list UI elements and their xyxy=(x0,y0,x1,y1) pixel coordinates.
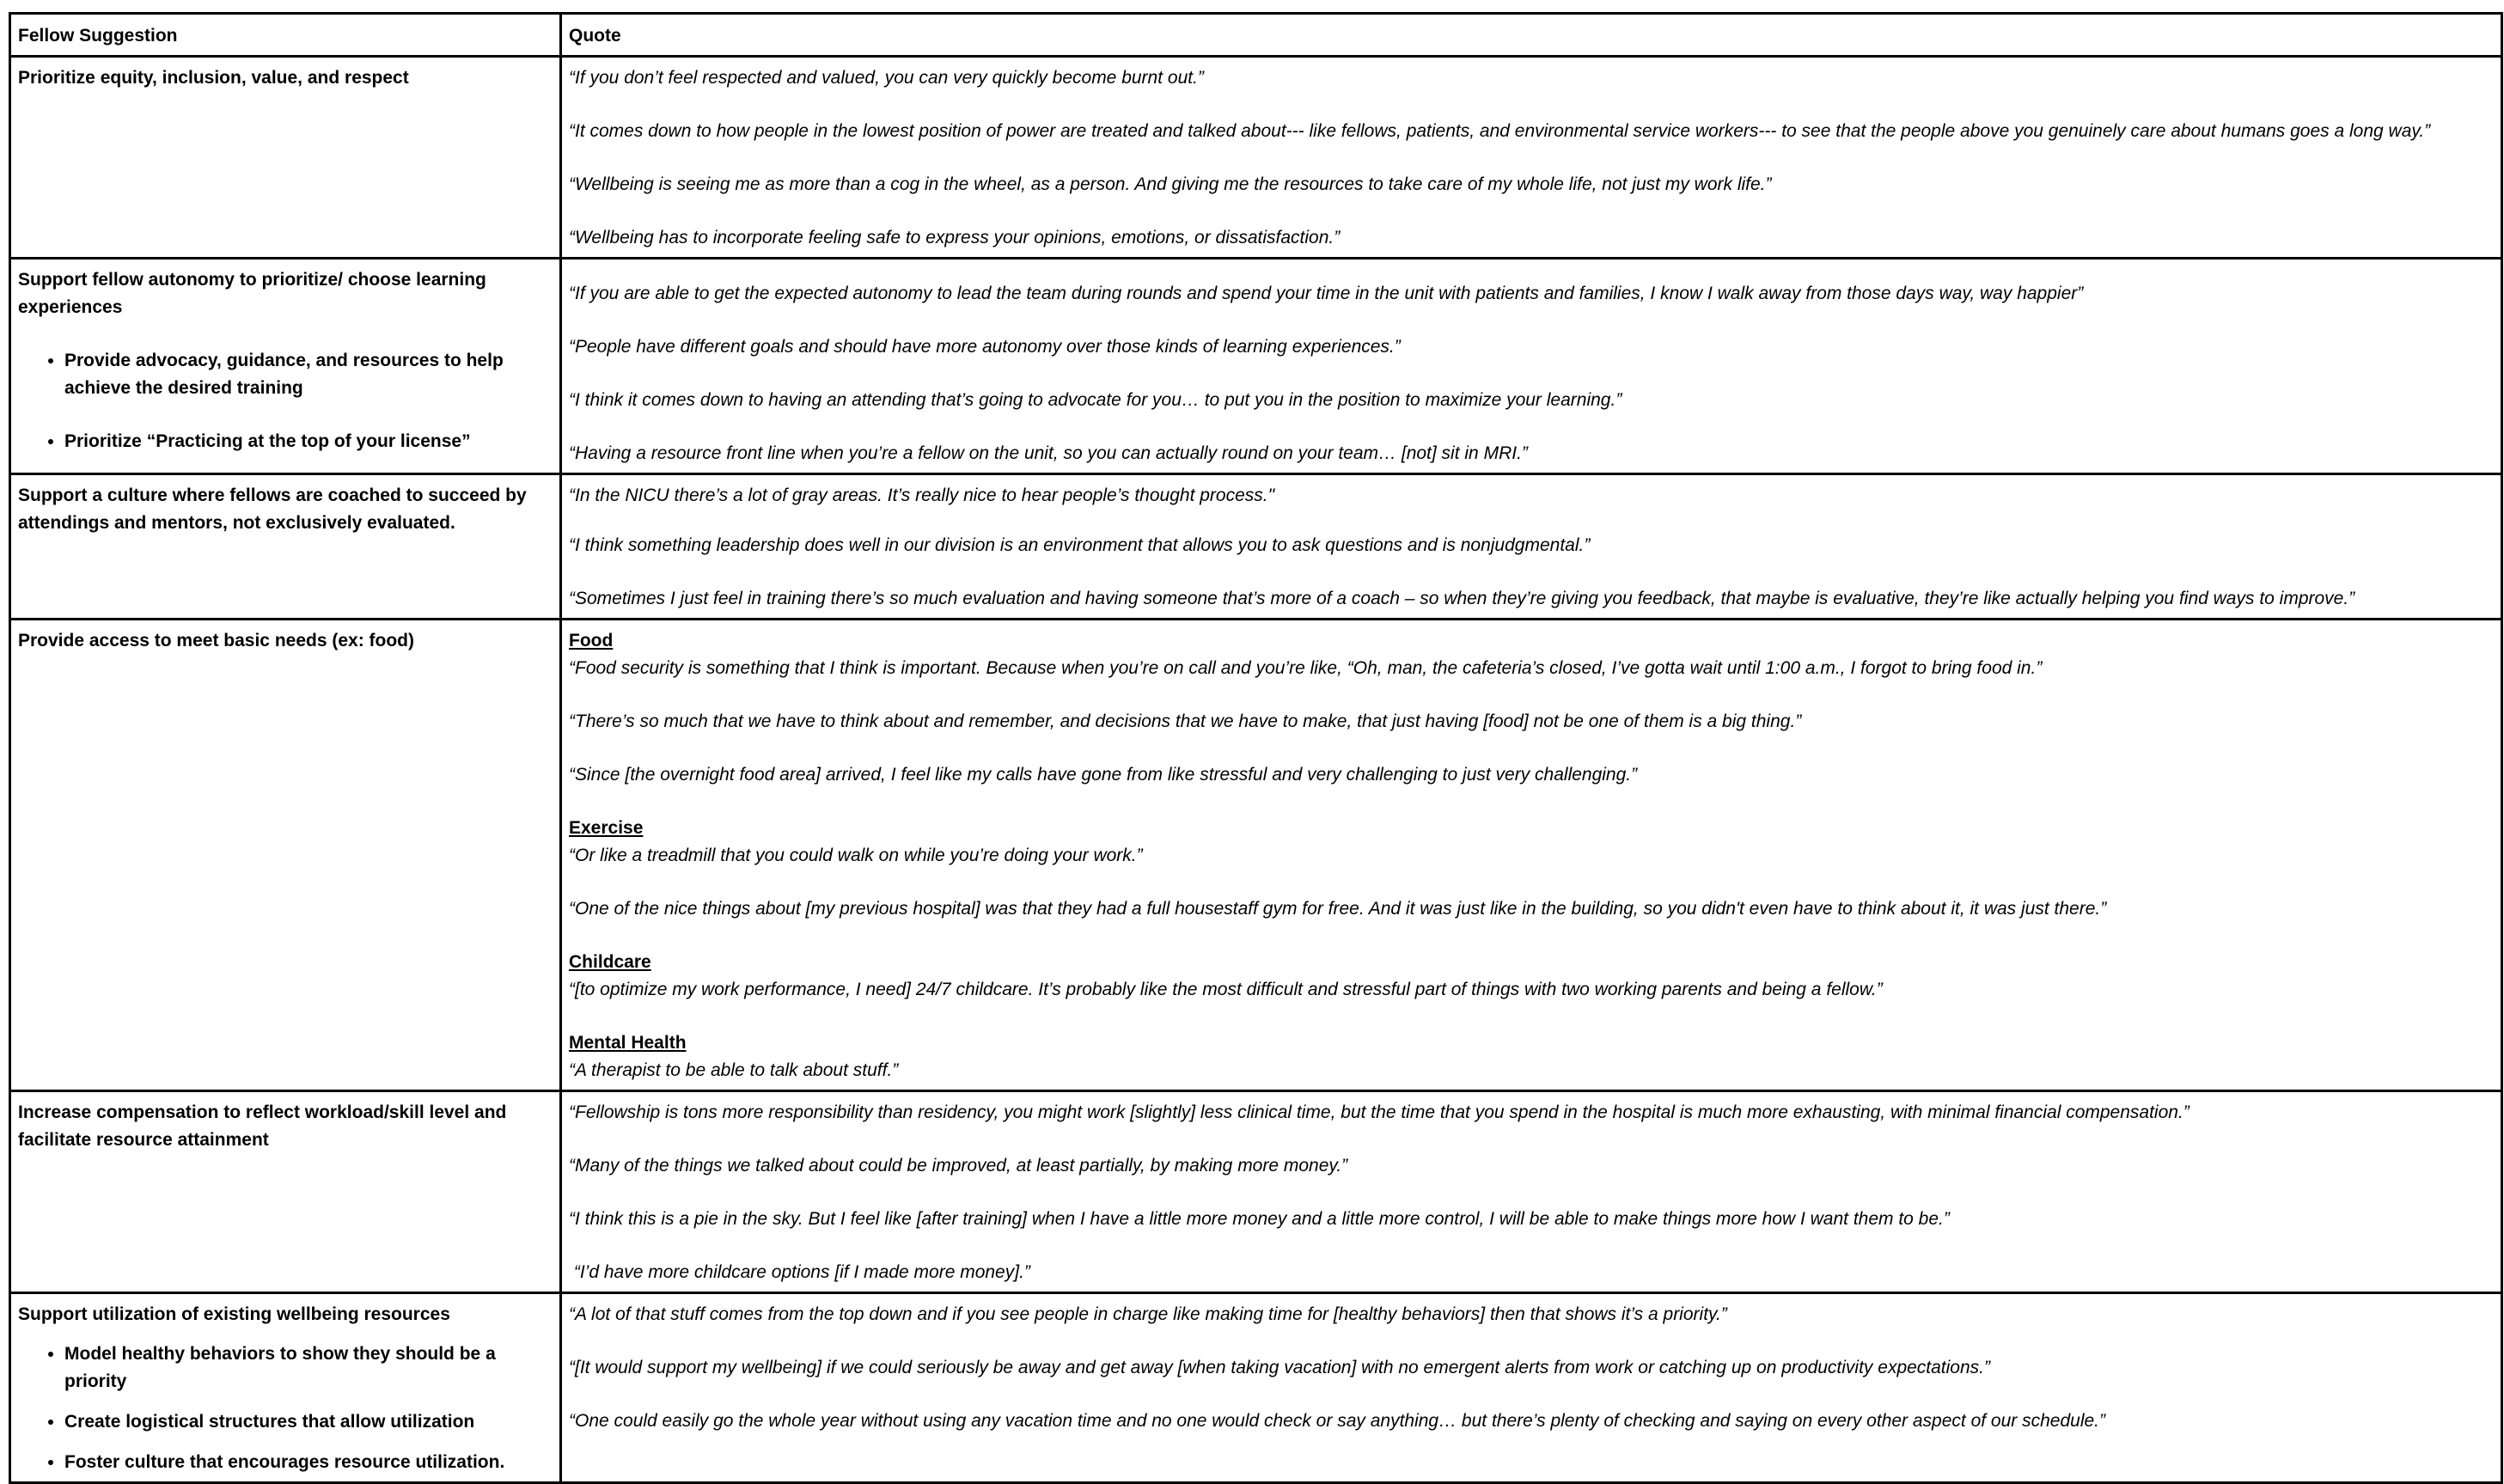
category-food xyxy=(569,627,2494,789)
suggestion-subpoints xyxy=(18,1340,553,1476)
quote-cell xyxy=(561,259,2502,474)
table-header-row xyxy=(10,14,2502,57)
quote-text: “Wellbeing is seeing me as more than a cog in the wheel, as a person. And giving me the resources to take care of my whole life, not just my work life.” xyxy=(569,174,1772,194)
table-row xyxy=(10,57,2502,259)
quote-text: “[It would support my wellbeing] if we could seriously be away and get away [when taking vacation] with no emergent alerts from work or catching up on productivity expectations.” xyxy=(569,1358,1990,1377)
quote-cell xyxy=(561,474,2502,620)
category-heading: Food xyxy=(569,631,614,650)
suggestion-text: Support utilization of existing wellbeing resources xyxy=(18,1304,450,1324)
category-exercise xyxy=(569,815,2494,923)
quote-text: “A therapist to be able to talk about stuff.” xyxy=(569,1060,899,1080)
subpoint-item: • Foster culture that encourages resource utilization. xyxy=(64,1449,553,1476)
category-heading: Childcare xyxy=(569,952,651,972)
suggestion-text: Support fellow autonomy to prioritize/ choose learning experiences xyxy=(18,270,486,317)
category-heading: Mental Health xyxy=(569,1033,687,1053)
suggestion-cell xyxy=(10,1293,561,1483)
quote-cell xyxy=(561,620,2502,1091)
suggestion-cell xyxy=(10,57,561,259)
suggestions-table xyxy=(9,12,2503,1484)
table-row xyxy=(10,1293,2502,1483)
quote-cell xyxy=(561,1293,2502,1483)
table-row xyxy=(10,474,2502,620)
quote-text: “Or like a treadmill that you could walk on while you’re doing your work.” xyxy=(569,846,1143,865)
quote-text: “There’s so much that we have to think about and remember, and decisions that we have to make, that just having [food] not be one of them is a big thing.” xyxy=(569,711,1802,731)
table-row xyxy=(10,1091,2502,1293)
category-heading: Exercise xyxy=(569,818,644,838)
suggestion-text: Prioritize equity, inclusion, value, and respect xyxy=(18,68,409,88)
header-fellow-suggestion: Fellow Suggestion xyxy=(10,14,561,57)
quote-text: “I think this is a pie in the sky. But I feel like [after training] when I have a little more money and a little more control, I will be able to make things more how I want them to be.” xyxy=(569,1209,1950,1229)
quote-text: “Since [the overnight food area] arrived, I feel like my calls have gone from like stressful and very challenging to just very challenging.” xyxy=(569,765,1638,785)
subpoint-item: • Prioritize “Practicing at the top of your license” xyxy=(64,428,553,455)
quote-cell xyxy=(561,1091,2502,1293)
subpoint-item: • Provide advocacy, guidance, and resources to help achieve the desired training xyxy=(64,347,553,402)
quote-text: “Having a resource front line when you’re a fellow on the unit, so you can actually round on your team… [not] sit in MRI.” xyxy=(569,443,1528,463)
table-row xyxy=(10,259,2502,474)
header-quote: Quote xyxy=(561,14,2502,57)
category-mental-health xyxy=(569,1029,2494,1084)
quote-text: “If you are able to get the expected autonomy to lead the team during rounds and spend your time in the unit with patients and families, I know I walk away from those days way, way happier” xyxy=(569,284,2084,303)
quote-text: “Fellowship is tons more responsibility than residency, you might work [slightly] less clinical time, but the time that you spend in the hospital is much more exhausting, with minimal financial compensation.” xyxy=(569,1102,2189,1122)
quote-text: “One could easily go the whole year without using any vacation time and no one would check or say anything… but there’s plenty of checking and saying on every other aspect of our schedule.” xyxy=(569,1411,2106,1431)
category-childcare xyxy=(569,949,2494,1004)
quote-text: “In the NICU there’s a lot of gray areas. It’s really nice to hear people’s thought process." xyxy=(569,486,1275,505)
quote-text: “Food security is something that I think is important. Because when you’re on call and you’re like, “Oh, man, the cafeteria’s closed, I’ve gotta wait until 1:00 a.m., I forgot to bring food in.” xyxy=(569,658,2043,678)
quote-text: “I’d have more childcare options [if I made more money].” xyxy=(569,1262,1030,1282)
quote-text: “Many of the things we talked about could be improved, at least partially, by making more money.” xyxy=(569,1156,1348,1176)
quote-text: “People have different goals and should have more autonomy over those kinds of learning experiences.” xyxy=(569,337,1401,357)
quote-text: “Sometimes I just feel in training there’s so much evaluation and having someone that’s more of a coach – so when they’re giving you feedback, that maybe is evaluative, they’re like actually helping you find ways to improve.” xyxy=(569,589,2355,608)
quote-text: “[to optimize my work performance, I need] 24/7 childcare. It’s probably like the most difficult and stressful part of things with two working parents and being a fellow.” xyxy=(569,980,1883,999)
subpoint-item: • Create logistical structures that allow utilization xyxy=(64,1408,553,1436)
subpoint-item: • Model healthy behaviors to show they should be a priority xyxy=(64,1340,553,1395)
quote-text: “I think something leadership does well in our division is an environment that allows you to ask questions and is nonjudgmental.” xyxy=(569,535,1591,555)
suggestion-text: Increase compensation to reflect workload/skill level and facilitate resource attainment xyxy=(18,1102,507,1150)
quote-text: “If you don’t feel respected and valued, you can very quickly become burnt out.” xyxy=(569,68,1204,88)
quote-text: “It comes down to how people in the lowest position of power are treated and talked about--- like fellows, patients, and environmental service workers--- to see that the people above you genuinely care about humans goes a long way.” xyxy=(569,121,2431,141)
suggestion-cell xyxy=(10,620,561,1091)
suggestion-text: Provide access to meet basic needs (ex: food) xyxy=(18,631,414,650)
suggestion-subpoints xyxy=(18,347,553,455)
quote-text: “Wellbeing has to incorporate feeling safe to express your opinions, emotions, or dissatisfaction.” xyxy=(569,228,1341,247)
quote-text: “One of the nice things about [my previous hospital] was that they had a full housestaff gym for free. And it was just like in the building, so you didn't even have to think about it, it was just there.” xyxy=(569,899,2107,919)
table-row xyxy=(10,620,2502,1091)
suggestion-text: Support a culture where fellows are coached to succeed by attendings and mentors, not exclusively evaluated. xyxy=(18,486,527,533)
quote-text: “A lot of that stuff comes from the top down and if you see people in charge like making time for [healthy behaviors] then that shows it’s a priority.” xyxy=(569,1304,1727,1324)
quote-cell xyxy=(561,57,2502,259)
suggestion-cell xyxy=(10,1091,561,1293)
suggestion-cell xyxy=(10,474,561,620)
quote-text: “I think it comes down to having an attending that’s going to advocate for you… to put you in the position to maximize your learning.” xyxy=(569,390,1622,410)
document-page xyxy=(9,12,2501,1484)
suggestion-cell xyxy=(10,259,561,474)
